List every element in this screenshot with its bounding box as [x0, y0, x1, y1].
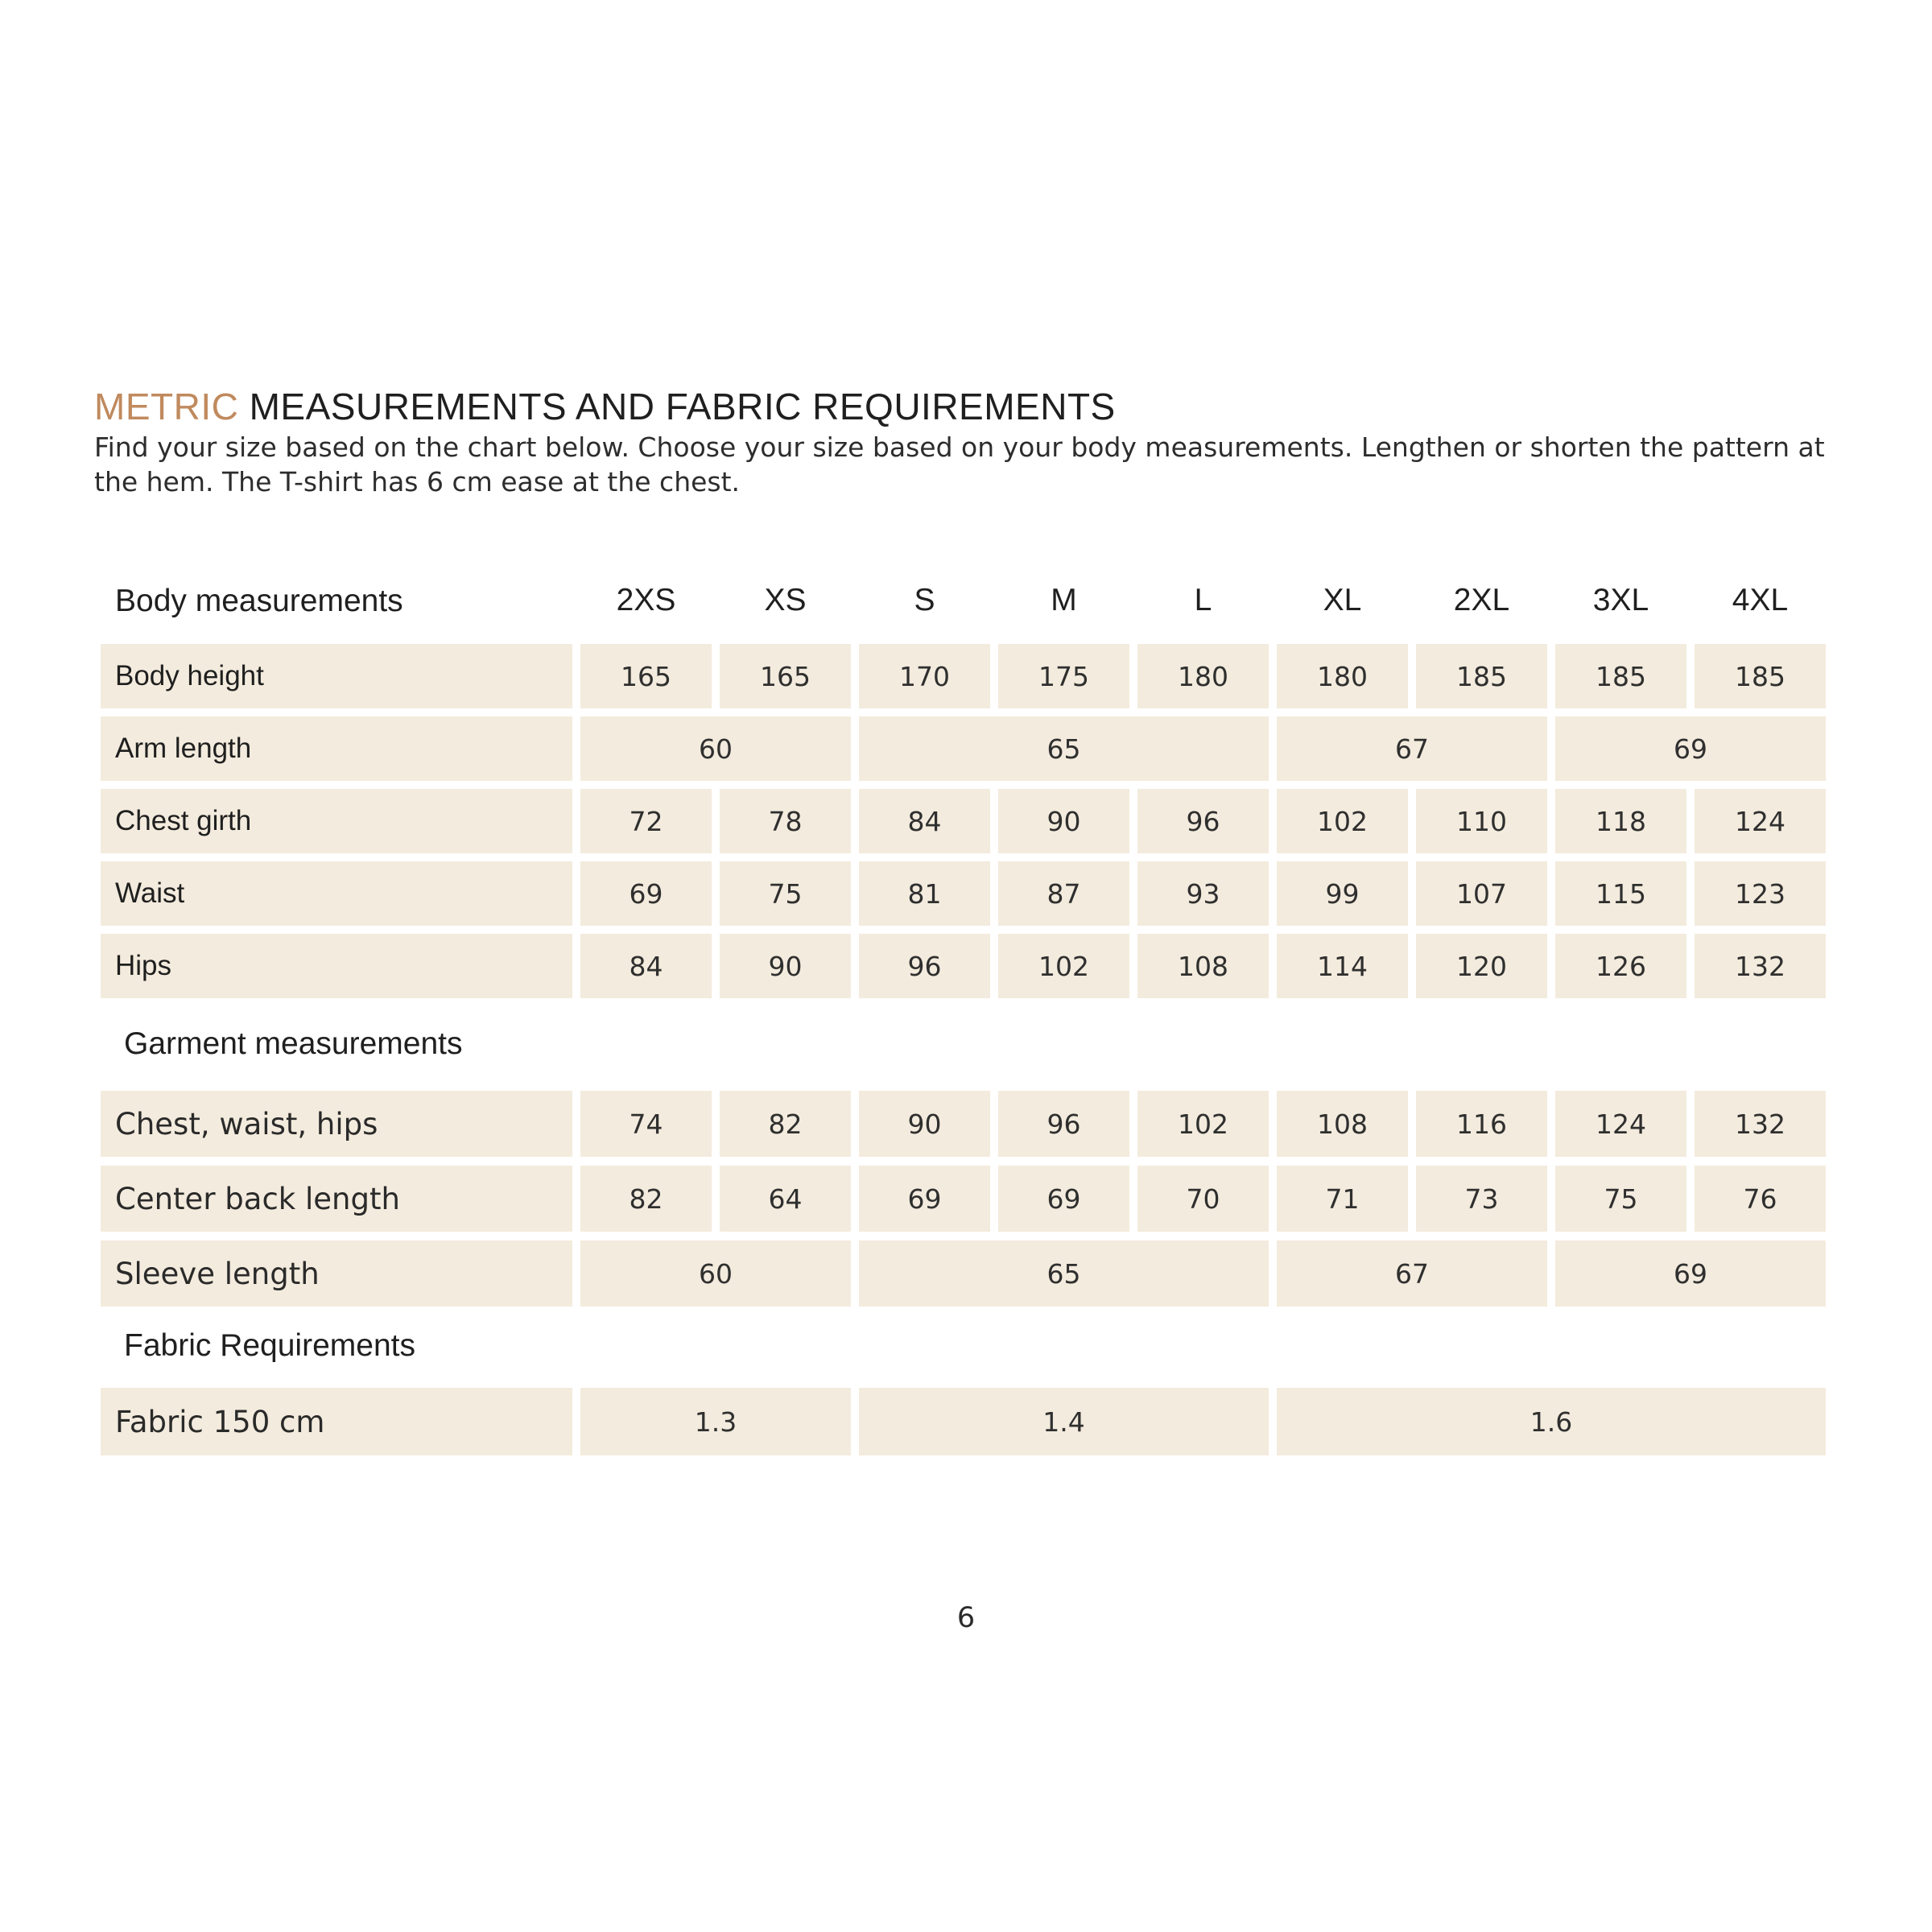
page-title — [94, 385, 1116, 428]
size-header-4xl: 4XL — [1732, 583, 1789, 617]
value-cell-center-back-length: 70 — [1137, 1166, 1269, 1232]
value-cell-fabric-150-cm: 1.4 — [859, 1388, 1269, 1455]
value-cell-body-height: 165 — [580, 644, 712, 708]
size-header-xl: XL — [1323, 583, 1362, 617]
value-cell-body-height: 185 — [1695, 644, 1826, 708]
size-header-xs: XS — [764, 583, 807, 617]
row-label-text: Body height — [115, 660, 264, 691]
size-header-2xl: 2XL — [1453, 583, 1510, 617]
row-label-chest-waist-hips — [101, 1091, 572, 1157]
value-cell-chest-girth: 96 — [1137, 789, 1269, 853]
value-cell-chest-girth: 118 — [1555, 789, 1686, 853]
row-label-text: Center back length — [115, 1181, 400, 1216]
value-cell-arm-length: 65 — [859, 716, 1269, 781]
value-cell-body-height: 180 — [1277, 644, 1408, 708]
value-cell-center-back-length: 76 — [1695, 1166, 1826, 1232]
size-header-s: S — [914, 583, 935, 617]
value-cell-chest-waist-hips: 124 — [1555, 1091, 1686, 1157]
value-cell-center-back-length: 73 — [1416, 1166, 1547, 1232]
value-cell-body-height: 185 — [1416, 644, 1547, 708]
value-cell-center-back-length: 69 — [998, 1166, 1129, 1232]
row-label-text: Chest, waist, hips — [115, 1106, 378, 1141]
value-cell-center-back-length: 71 — [1277, 1166, 1408, 1232]
value-cell-body-height: 175 — [998, 644, 1129, 708]
value-cell-sleeve-length: 60 — [580, 1241, 851, 1307]
value-cell-hips: 108 — [1137, 934, 1269, 998]
garment-measurements-heading: Garment measurements — [124, 1026, 463, 1061]
value-cell-hips: 90 — [720, 934, 851, 998]
value-cell-chest-waist-hips: 102 — [1137, 1091, 1269, 1157]
value-cell-waist: 75 — [720, 861, 851, 926]
value-cell-sleeve-length: 67 — [1277, 1241, 1547, 1307]
value-cell-waist: 81 — [859, 861, 990, 926]
row-label-chest-girth — [101, 789, 572, 853]
value-cell-hips: 84 — [580, 934, 712, 998]
row-label-arm-length — [101, 716, 572, 781]
row-label-center-back-length — [101, 1166, 572, 1232]
value-cell-chest-waist-hips: 82 — [720, 1091, 851, 1157]
value-cell-chest-girth: 72 — [580, 789, 712, 853]
value-cell-center-back-length: 75 — [1555, 1166, 1686, 1232]
body-measurements-heading: Body measurements — [115, 584, 403, 618]
value-cell-sleeve-length: 69 — [1555, 1241, 1826, 1307]
row-label-fabric-150-cm — [101, 1388, 572, 1455]
title-accent: METRIC — [94, 386, 239, 427]
value-cell-center-back-length: 64 — [720, 1166, 851, 1232]
value-cell-center-back-length: 82 — [580, 1166, 712, 1232]
size-header-l: L — [1194, 583, 1212, 617]
value-cell-hips: 126 — [1555, 934, 1686, 998]
value-cell-body-height: 170 — [859, 644, 990, 708]
size-header-m: M — [1051, 583, 1077, 617]
value-cell-hips: 114 — [1277, 934, 1408, 998]
value-cell-chest-girth: 110 — [1416, 789, 1547, 853]
value-cell-hips: 120 — [1416, 934, 1547, 998]
value-cell-waist: 123 — [1695, 861, 1826, 926]
row-label-text: Arm length — [115, 733, 252, 764]
value-cell-fabric-150-cm: 1.3 — [580, 1388, 851, 1455]
value-cell-center-back-length: 69 — [859, 1166, 990, 1232]
row-label-text: Chest girth — [115, 805, 252, 836]
row-label-text: Fabric 150 cm — [115, 1404, 325, 1439]
value-cell-body-height: 180 — [1137, 644, 1269, 708]
value-cell-arm-length: 69 — [1555, 716, 1826, 781]
value-cell-arm-length: 60 — [580, 716, 851, 781]
value-cell-chest-waist-hips: 74 — [580, 1091, 712, 1157]
page-number: 6 — [956, 1602, 976, 1634]
value-cell-waist: 115 — [1555, 861, 1686, 926]
value-cell-body-height: 185 — [1555, 644, 1686, 708]
value-cell-body-height: 165 — [720, 644, 851, 708]
size-header-2xs: 2XS — [616, 583, 676, 617]
value-cell-hips: 132 — [1695, 934, 1826, 998]
value-cell-chest-girth: 124 — [1695, 789, 1826, 853]
fabric-requirements-heading: Fabric Requirements — [124, 1328, 415, 1363]
value-cell-chest-waist-hips: 108 — [1277, 1091, 1408, 1157]
value-cell-hips: 102 — [998, 934, 1129, 998]
value-cell-chest-girth: 78 — [720, 789, 851, 853]
row-label-text: Waist — [115, 877, 185, 909]
value-cell-waist: 87 — [998, 861, 1129, 926]
row-label-waist — [101, 861, 572, 926]
row-label-text: Hips — [115, 950, 172, 981]
value-cell-hips: 96 — [859, 934, 990, 998]
value-cell-arm-length: 67 — [1277, 716, 1547, 781]
intro-text: Find your size based on the chart below. Choose your size based on your body measurements. Lengthen or shorten the pattern at the hem. The T-shirt has 6 cm ease at the chest. — [94, 431, 1825, 497]
size-header-3xl: 3XL — [1592, 583, 1649, 617]
row-label-text: Sleeve length — [115, 1256, 320, 1291]
value-cell-chest-waist-hips: 96 — [998, 1091, 1129, 1157]
value-cell-waist: 99 — [1277, 861, 1408, 926]
value-cell-chest-girth: 102 — [1277, 789, 1408, 853]
value-cell-fabric-150-cm: 1.6 — [1277, 1388, 1826, 1455]
row-label-hips — [101, 934, 572, 998]
value-cell-chest-girth: 90 — [998, 789, 1129, 853]
title-main: MEASUREMENTS AND FABRIC REQUIREMENTS — [238, 386, 1116, 427]
value-cell-waist: 107 — [1416, 861, 1547, 926]
value-cell-chest-waist-hips: 90 — [859, 1091, 990, 1157]
value-cell-chest-girth: 84 — [859, 789, 990, 853]
row-label-body-height — [101, 644, 572, 708]
value-cell-waist: 69 — [580, 861, 712, 926]
value-cell-sleeve-length: 65 — [859, 1241, 1269, 1307]
row-label-sleeve-length — [101, 1241, 572, 1307]
value-cell-chest-waist-hips: 116 — [1416, 1091, 1547, 1157]
value-cell-waist: 93 — [1137, 861, 1269, 926]
value-cell-chest-waist-hips: 132 — [1695, 1091, 1826, 1157]
